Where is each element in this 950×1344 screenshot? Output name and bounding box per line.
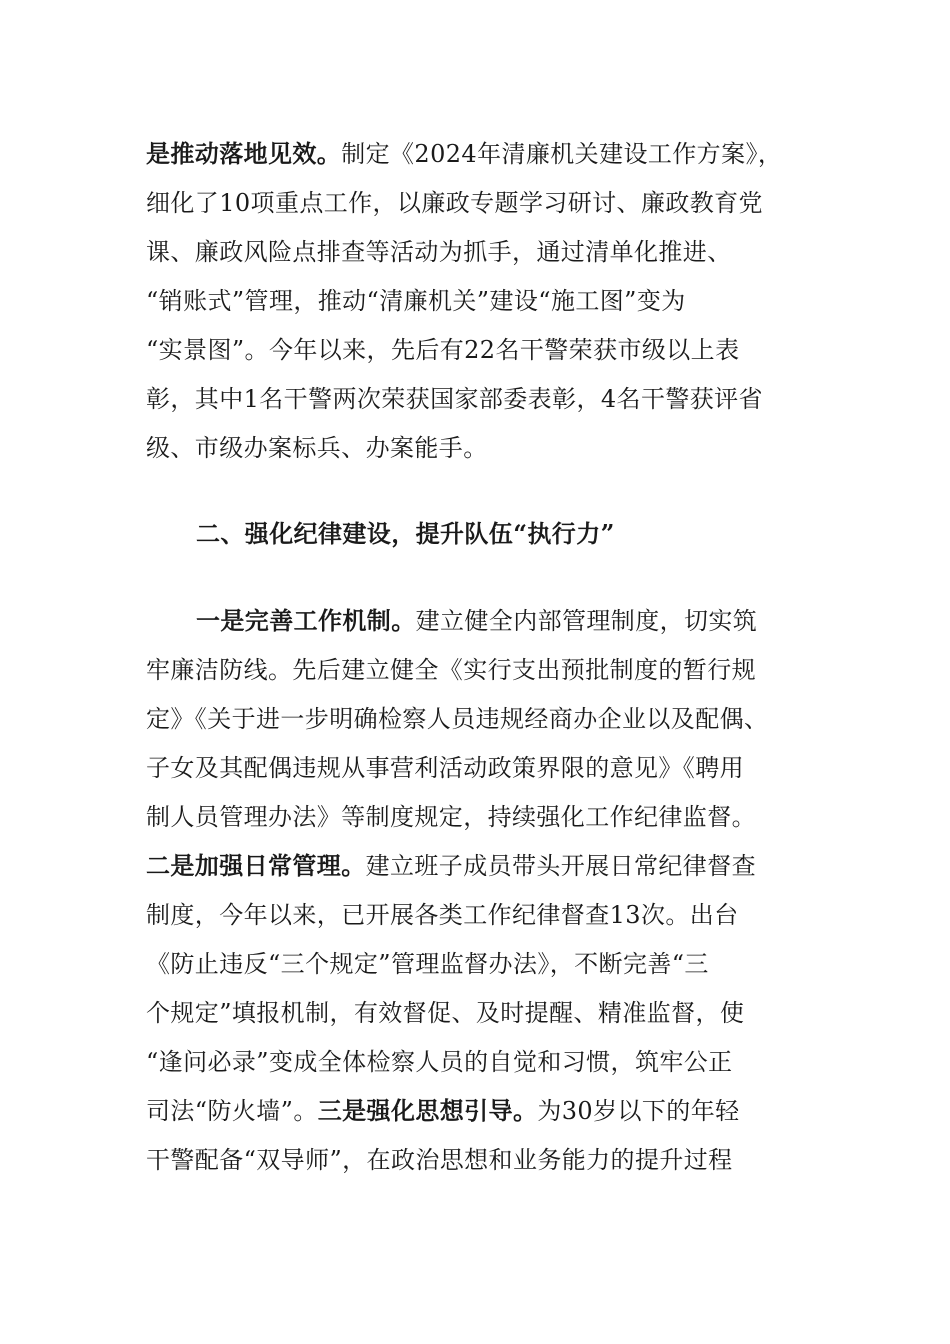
body-text: 司法“防火墙”。 (146, 1097, 318, 1125)
paragraph-2-line-12: 干警配备“双导师”，在政治思想和业务能力的提升过程 (146, 1146, 733, 1174)
paragraph-2-line-1 (196, 598, 826, 644)
paragraph-2-line-5: 制人员管理办法》等制度规定，持续强化工作纪律监督。 (146, 803, 756, 831)
section-heading: 二、强化纪律建设，提升队伍“执行力” (196, 519, 615, 548)
bold-lead-phrase: 是推动落地见效。 (146, 139, 342, 168)
bold-lead-phrase: 三是强化思想引导。 (317, 1096, 538, 1125)
paragraph-1-line-1 (146, 131, 826, 177)
paragraph-2-line-8: 《防止违反“三个规定”管理监督办法》，不断完善“三 (146, 950, 709, 978)
paragraph-2-line-2: 牢廉洁防线。先后建立健全《实行支出预批制度的暂行规 (146, 656, 756, 684)
paragraph-2-line-7: 制度，今年以来，已开展各类工作纪律督查13次。出台 (146, 901, 739, 929)
body-text: 为30岁以下的年轻 (537, 1097, 740, 1125)
paragraph-2-line-10: “逢问必录”变成全体检察人员的自觉和习惯，筑牢公正 (146, 1048, 733, 1076)
body-text: 建立健全内部管理制度，切实筑 (415, 607, 758, 635)
bold-lead-phrase: 一是完善工作机制。 (196, 606, 416, 635)
paragraph-2-line-11 (146, 1088, 826, 1134)
paragraph-1-line-7: 级、市级办案标兵、办案能手。 (146, 434, 488, 462)
paragraph-2-line-9: 个规定”填报机制，有效督促、及时提醒、精准监督，使 (146, 999, 745, 1027)
body-text: 制定《2024年清廉机关建设工作方案》， (341, 140, 783, 168)
paragraph-1-line-2: 细化了10项重点工作，以廉政专题学习研讨、廉政教育党 (146, 189, 763, 217)
paragraph-1-line-3: 课、廉政风险点排查等活动为抓手，通过清单化推进、 (146, 238, 732, 266)
paragraph-2-line-6 (146, 843, 826, 889)
bold-lead-phrase: 二是加强日常管理。 (146, 851, 366, 880)
paragraph-1-line-5: “实景图”。今年以来，先后有22名干警荣获市级以上表 (146, 336, 740, 364)
paragraph-2-line-3: 定》《关于进一步明确检察人员违规经商办企业以及配偶、 (146, 705, 769, 733)
paragraph-1-line-6: 彰，其中1名干警两次荣获国家部委表彰，4名干警获评省 (146, 385, 763, 413)
paragraph-1-line-4: “销账式”管理，推动“清廉机关”建设“施工图”变为 (146, 287, 686, 315)
body-text: 建立班子成员带头开展日常纪律督查 (365, 852, 757, 880)
paragraph-2-line-4: 子女及其配偶违规从事营利活动政策界限的意见》《聘用 (146, 754, 744, 782)
